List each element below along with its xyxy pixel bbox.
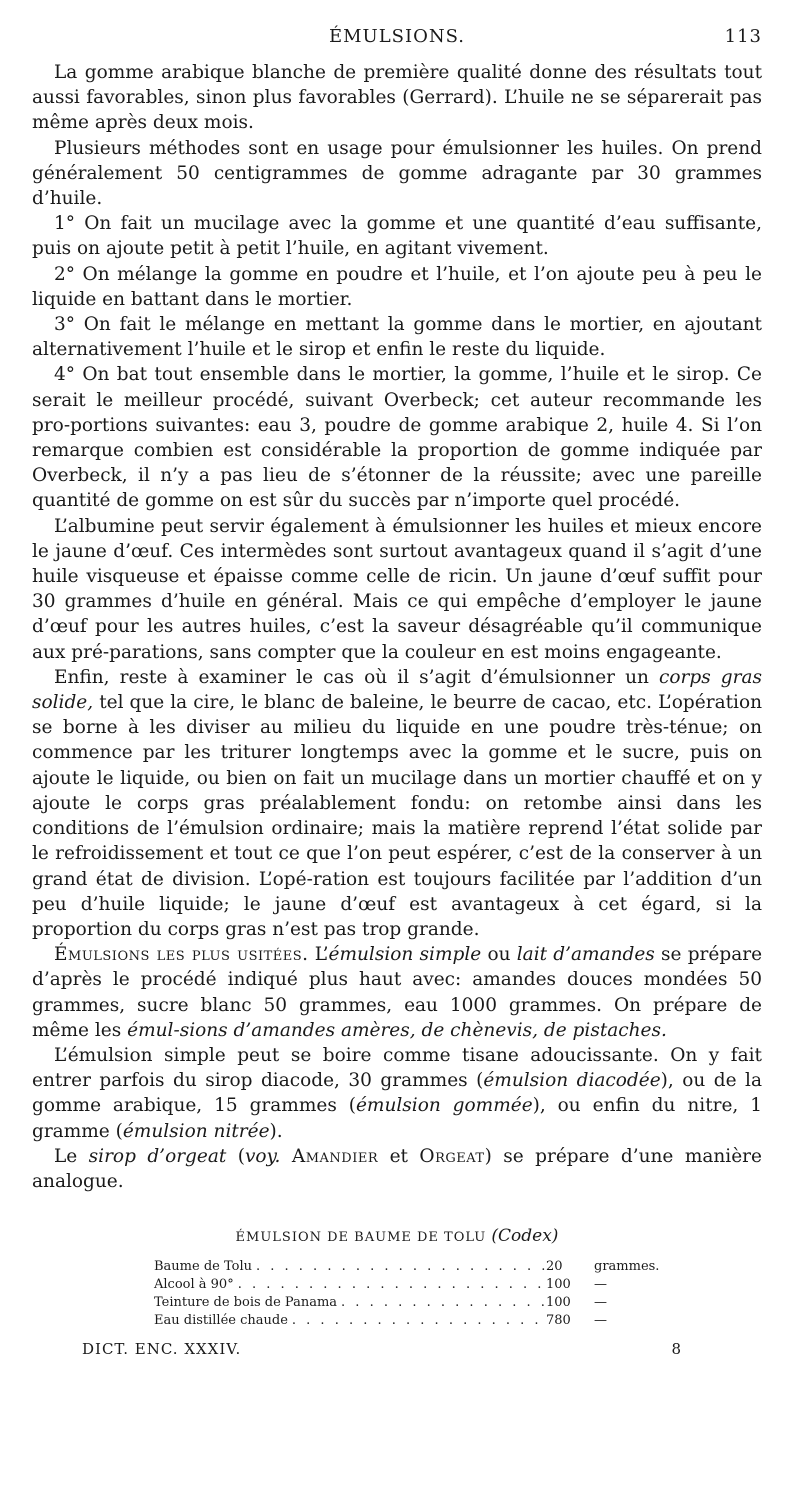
text: ). <box>269 1120 283 1142</box>
ingredient-quantity: 100 <box>546 1277 571 1293</box>
text: se prépare d’après le procédé indiqué plus haut avec: amandes douces mondées 50 grammes, sucre blanc 50 grammes, eau 1000 grammes. On prépare de même les <box>32 944 763 1041</box>
ingredient-unit: grammes. <box>594 1259 660 1275</box>
text: ), ou enfin du nitre, 1 gramme ( <box>32 1095 762 1142</box>
ingredient-name: Alcool à 90° <box>154 1277 234 1293</box>
cross-reference: Amandier <box>291 1145 379 1167</box>
emphasis: émulsion diacodée <box>483 1070 661 1092</box>
ingredient-name: Teinture de bois de Panama <box>154 1295 338 1311</box>
text: ), ou de la gomme arabique, 15 grammes ( <box>32 1070 762 1117</box>
cross-reference: Orgeat <box>419 1145 485 1167</box>
emphasis: lait d’amandes <box>516 944 655 966</box>
text: Enfin, reste à examiner le cas où il s’agit d’émulsionner un <box>54 666 649 688</box>
leader-dots <box>252 1258 546 1276</box>
text: ) se prépare d’une manière analogue. <box>32 1145 762 1192</box>
ingredient-quantity: 20 <box>546 1259 563 1275</box>
emphasis: émulsion gommée <box>355 1095 533 1117</box>
emphasis: émulsion simple <box>328 944 482 966</box>
paragraph-common-emulsions <box>32 942 762 1043</box>
ingredient-quantity: 780 <box>546 1313 571 1329</box>
text: et <box>389 1145 408 1167</box>
paragraph-albumin: L’albumine peut servir également à émulsionner les huiles et mieux encore le jaune d’œuf. Ces intermèdes sont surtout avantageux quand il s’agit d’une huile visqueuse et épaisse comme celle de ricin. Un jaune d’œuf suffit pour 30 grammes d’huile en général. Mais ce qui empêche d’employer le jaune d’œuf pour les autres huiles, c’est la saveur désagréable qu’il communique aux pré-parations, sans compter que la couleur en est moins engageante. <box>32 515 762 663</box>
formula-source: (Codex) <box>491 1226 559 1247</box>
leader-dots <box>337 1294 546 1312</box>
paragraph-method-4: 4° On bat tout ensemble dans le mortier, la gomme, l’huile et le sirop. Ce serait le meilleur procédé, suivant Overbeck; cet auteur recommande les pro-portions suivantes: eau 3, poudre de gomme arabique 2, huile 4. Si l’on remarque combien est considérable la proportion de gomme indiquée par Overbeck, il n’y a pas lieu de s’étonner de la réussite; avec une pareille quantité de gomme on est sûr du succès par n’importe quel procédé. <box>32 364 762 512</box>
text: Le <box>54 1145 78 1167</box>
paragraph-solid-fats <box>32 665 762 942</box>
emphasis: corps gras solide, <box>32 666 762 714</box>
ingredient-name: Baume de Tolu <box>154 1259 252 1275</box>
text: tel que la cire, le blanc de baleine, le beurre de cacao, etc. L’opération se borne à les diviser au milieu du liquide en une poudre très-ténue; on commence par les triturer longtemps avec la gomme et le sucre, puis on ajoute le liquide, ou bien on fait un mucilage dans un mortier chauffé et on y ajoute le corps gras préalablement fondu: on retombe ainsi dans les conditions de l’émulsion ordinaire; mais la matière reprend l’état solide par le refroidissement et tout ce que l’on peut espérer, c’est de la conserver à un grand état de division. L’opé-ration est toujours facilitée par l’addition d’un peu d’huile liquide; le jaune d’œuf est avantageux à cet égard, si la proportion du corps gras n’est pas trop grande. <box>32 692 762 940</box>
paragraph-orgeat <box>32 1144 762 1194</box>
section-heading: Émulsions les plus usitées. <box>54 944 309 966</box>
formula-row <box>154 1276 674 1294</box>
formula-title <box>32 1226 762 1246</box>
paragraph-method-3: 3° On fait le mélange en mettant la gomme dans le mortier, en ajoutant alternativement l’huile et le sirop et enfin le reste du liquide. <box>32 314 762 361</box>
text: L’émulsion simple peut se boire comme tisane adoucissante. On y fait entrer parfois du sirop diacode, 30 grammes ( <box>32 1044 762 1092</box>
ingredient-unit: — <box>594 1277 607 1293</box>
ingredient-name: Eau distillée chaude <box>154 1313 288 1329</box>
ingredient-unit: — <box>594 1295 607 1311</box>
paragraph-simple-emulsion-use <box>32 1043 762 1144</box>
signature-mark: 8 <box>671 1340 682 1359</box>
formula-title-text: ÉMULSION DE BAUME DE TOLU <box>235 1230 487 1246</box>
text: L’ <box>314 944 329 966</box>
ingredient-quantity: 100 <box>546 1295 571 1311</box>
page-header <box>32 26 762 60</box>
formula-row <box>154 1294 674 1312</box>
text: ( <box>237 1145 245 1167</box>
leader-dots <box>288 1312 546 1330</box>
paragraph-method-1: 1° On fait un mucilage avec la gomme et une quantité d’eau suffisante, puis on ajoute petit à petit l’huile, en agitant vivement. <box>32 213 762 260</box>
ingredient-unit: — <box>594 1313 607 1329</box>
paragraph-gum-arabic: La gomme arabique blanche de première qualité donne des résultats tout aussi favorables, sinon plus favorables (Gerrard). L’huile ne se séparerait pas même après deux mois. <box>32 62 762 134</box>
formula-table <box>154 1258 674 1330</box>
page <box>32 26 762 1366</box>
emphasis: sirop d’orgeat <box>88 1145 227 1167</box>
formula-row <box>154 1258 674 1276</box>
emphasis: émul-sions d’amandes amères, de chènevis, de pistaches. <box>127 1019 667 1041</box>
emphasis: émulsion nitrée <box>122 1120 270 1142</box>
leader-dots <box>234 1276 546 1294</box>
printer-signature: DICT. ENC. XXXIV. <box>82 1340 242 1359</box>
emphasis: voy. <box>244 1145 281 1167</box>
page-number: 113 <box>724 26 762 47</box>
paragraph-method-2: 2° On mélange la gomme en poudre et l’huile, et l’on ajoute peu à peu le liquide en battant dans le mortier. <box>32 263 762 310</box>
page-footer <box>32 1340 762 1366</box>
running-title: ÉMULSIONS. <box>328 26 466 47</box>
formula-row <box>154 1312 674 1330</box>
text: ou <box>487 944 511 966</box>
paragraph-methods: Plusieurs méthodes sont en usage pour émulsionner les huiles. On prend généralement 50 centigrammes de gomme adragante par 30 grammes d’huile. <box>32 137 762 210</box>
